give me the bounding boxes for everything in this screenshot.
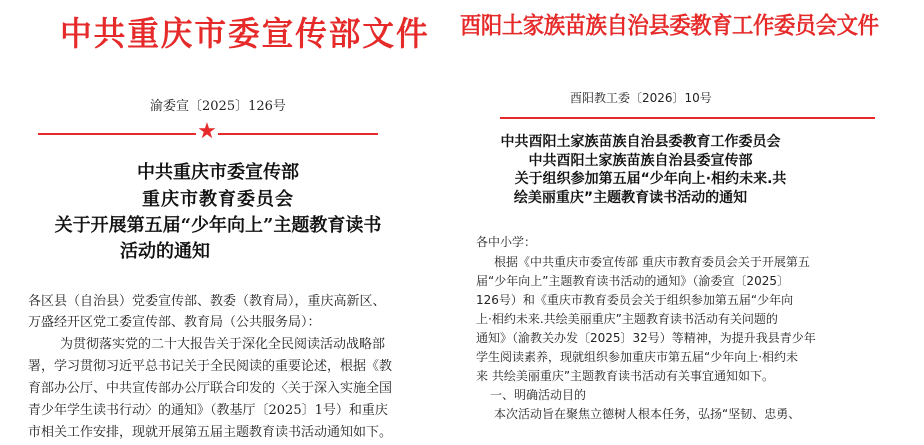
left-red-rule-left — [38, 133, 196, 135]
right-title-line-3: 关于组织参加第五届“少年向上·相约未来.共 — [514, 171, 787, 187]
right-document — [436, 0, 905, 426]
right-red-rule — [500, 117, 875, 119]
left-title-line-2: 重庆市教育委员会 — [142, 189, 294, 210]
left-title-line-4: 活动的通知 — [120, 241, 210, 262]
right-body-line: 届“少年向上”主题教育读书活动的通知》（渝委宣〔2025〕 — [476, 274, 789, 288]
right-body-line: 上·相约未来.共绘美丽重庆”主题教育读书活动有关问题的 — [476, 312, 778, 326]
left-body-line: 育部办公厅、中共宣传部办公厅联合印发的〈关于深入实施全国 — [28, 381, 393, 396]
right-title-line-1: 中共酉阳土家族苗族自治县委教育工作委员会 — [500, 134, 781, 150]
left-title-line-3: 关于开展第五届“少年向上”主题教育读书 — [54, 215, 382, 236]
left-body-line: 万盛经开区党工委宣传部、教育局（公共服务局）： — [28, 315, 321, 330]
left-document — [0, 0, 436, 440]
right-section-body: 本次活动旨在聚焦立德树人根本任务，弘扬“坚韧、忠勇、 — [494, 407, 801, 421]
left-body-line: 市相关工作安排，现就开展第五届主题教育读书活动通知如下。 — [28, 425, 393, 440]
right-section-heading: 一、明确活动目的 — [490, 388, 587, 402]
left-body-line: 为贯彻落实党的二十大报告关于深化全民阅读活动战略部 — [60, 337, 386, 352]
right-body-line: 126号）和《重庆市教育委员会关于组织参加第五届“少年向 — [476, 293, 794, 307]
left-body-line: 青少年学生读书行动〉的通知》（教基厅〔2025〕1号）和重庆 — [28, 403, 388, 418]
right-title-line-2: 中共酉阳土家族苗族自治县委宣传部 — [528, 153, 753, 169]
red-star-icon: ★ — [197, 119, 217, 144]
left-doc-number: 渝委宣〔2025〕126号 — [150, 99, 286, 114]
left-title-line-1: 中共重庆市委宣传部 — [137, 162, 299, 183]
right-masthead: 酉阳土家族苗族自治县委教育工作委员会文件 — [460, 13, 879, 39]
left-body-line: 各区县（自治县）党委宣传部、教委（教育局），重庆高新区、 — [28, 294, 386, 309]
right-salutation: 各中小学： — [476, 235, 537, 249]
right-doc-number: 酉阳教工委〔2026〕10号 — [570, 91, 712, 105]
right-body-line: 来 共绘美丽重庆”主题教育读书活动有关事宜通知如下。 — [476, 369, 775, 383]
left-masthead: 中共重庆市委宣传部文件 — [60, 14, 430, 53]
right-body-line: 根据《中共重庆市委宣传部 重庆市教育委员会关于开展第五 — [494, 255, 810, 269]
right-body-line: 学生阅读素养，现就组织参加重庆市第五届“少年向上·相约未 — [476, 350, 799, 364]
left-red-rule-right — [218, 133, 378, 135]
left-body-line: 署，学习贯彻习近平总书记关于全民阅读的重要论述，根据《教 — [28, 359, 393, 374]
right-title-line-4: 绘美丽重庆”主题教育读书活动的通知 — [513, 190, 748, 206]
right-body-line: 通知》（渝教关办发〔2025〕32号）等精神，为提升我县青少年 — [476, 331, 816, 345]
